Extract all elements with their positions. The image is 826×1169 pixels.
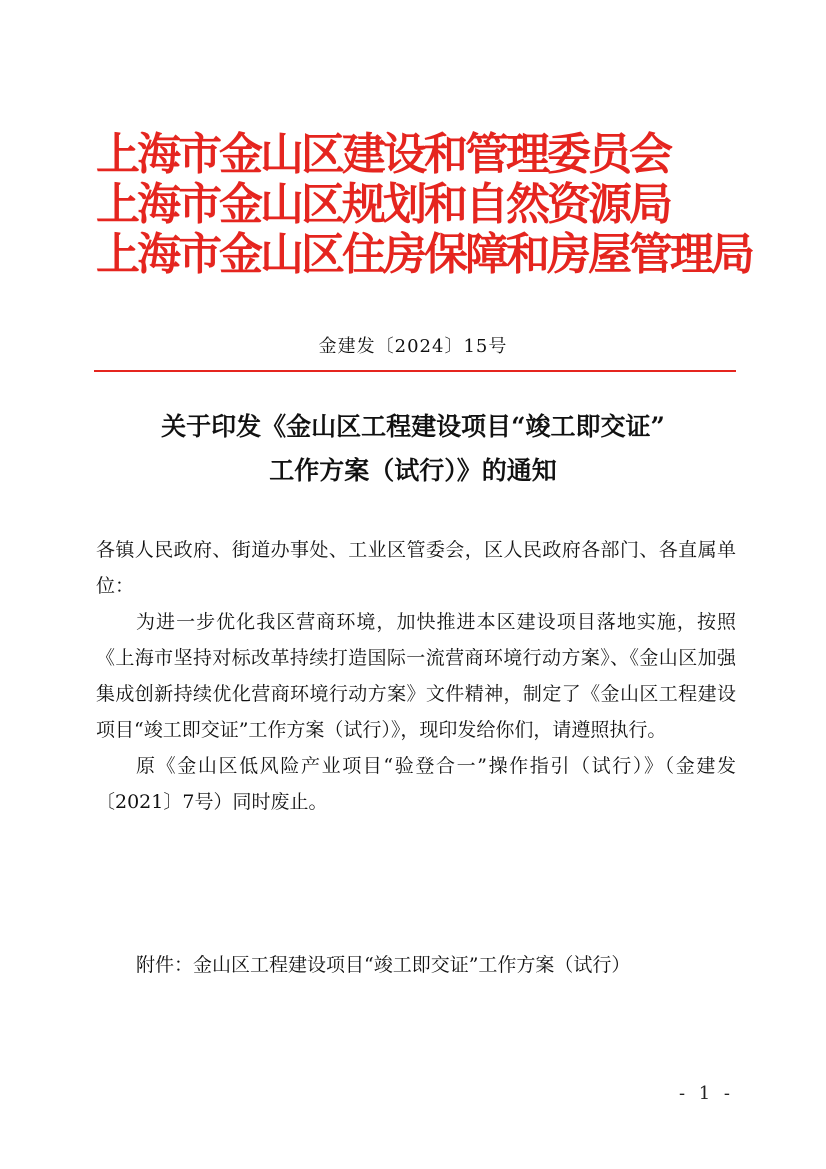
title-line-2: 工作方案（试行）》的通知 — [269, 456, 557, 485]
red-divider-line — [94, 370, 736, 372]
title-line-1: 关于印发《金山区工程建设项目“竣工即交证” — [161, 412, 665, 441]
body-paragraph-1: 为进一步优化我区营商环境，加快推进本区建设项目落地实施，按照《上海市坚持对标改革持续打造国际一流营商环境行动方案》、《金山区加强集成创新持续优化营商环境行动方案》文件精神，制定了《金山区工程建设项目“竣工即交证”工作方案（试行）》，现印发给你们，请遵照执行。 — [96, 611, 736, 741]
document-body — [96, 532, 736, 820]
document-number: 金建发〔2024〕15号 — [318, 336, 508, 357]
issuer-construction-committee: 上海市金山区建设和管理委员会 — [96, 129, 670, 180]
issuing-authorities-header — [96, 129, 752, 280]
body-paragraph-2: 原《金山区低风险产业项目“验登合一”操作指引（试行）》（金建发〔2021〕7号）同时废止。 — [96, 755, 736, 813]
issuer-housing-bureau: 上海市金山区住房保障和房屋管理局 — [96, 229, 752, 280]
page-number: - 1 - — [678, 1083, 734, 1104]
attachment-note: 附件：金山区工程建设项目“竣工即交证”工作方案（试行） — [136, 954, 631, 976]
salutation: 各镇人民政府、街道办事处、工业区管委会，区人民政府各部门、各直属单位： — [96, 539, 736, 597]
document-title — [80, 405, 746, 493]
issuer-planning-bureau: 上海市金山区规划和自然资源局 — [96, 179, 670, 230]
